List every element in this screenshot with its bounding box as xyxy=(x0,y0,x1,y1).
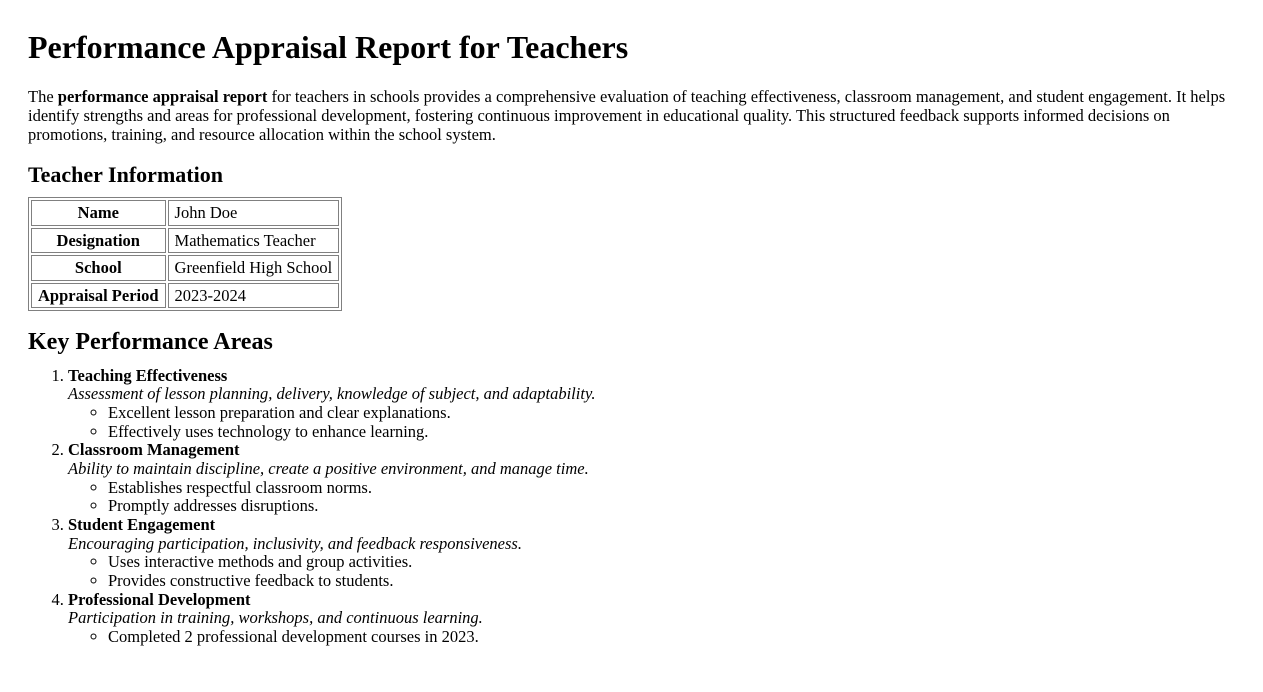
kpa-name: Student Engagement xyxy=(68,514,216,534)
list-item xyxy=(68,591,1235,647)
section-heading-key-performance-areas: Key Performance Areas xyxy=(28,329,273,356)
intro-rest: for teachers in schools provides a comprehensive evaluation of teaching effectiveness, classroom management, and student engagement. It helps identify strengths and areas for professional development, fostering continuous improvement in educational quality. This structured feedback supports informed decisions on promotions, training, and resource allocation within the school system. xyxy=(28,86,1226,145)
list-item: ◦ Uses interactive methods and group activities. xyxy=(108,553,1235,572)
list-item: ◦ Establishes respectful classroom norms. xyxy=(108,479,1235,498)
table-row-value: John Doe xyxy=(168,200,340,225)
kpa-points-list xyxy=(68,553,1235,590)
teacher-information-table-body xyxy=(31,200,339,308)
kpa-description: Encouraging participation, inclusivity, and feedback responsiveness. xyxy=(68,533,522,553)
intro-paragraph xyxy=(28,87,1235,144)
kpa-description: Assessment of lesson planning, delivery, knowledge of subject, and adaptability. xyxy=(68,384,596,404)
list-item xyxy=(68,367,1235,442)
teacher-information-table xyxy=(28,197,342,311)
kpa-points-list xyxy=(68,479,1235,516)
table-row-label: Name xyxy=(31,200,166,225)
list-item: ◦ Promptly addresses disruptions. xyxy=(108,497,1235,516)
page-title: Performance Appraisal Report for Teachers xyxy=(28,29,629,65)
list-item xyxy=(68,516,1235,591)
kpa-name: Teaching Effectiveness xyxy=(68,365,228,385)
list-item: ◦ Provides constructive feedback to students. xyxy=(108,572,1235,591)
table-row-value: 2023-2024 xyxy=(168,283,340,308)
list-item: ◦ Excellent lesson preparation and clear explanations. xyxy=(108,404,1235,423)
kpa-description: Ability to maintain discipline, create a positive environment, and manage time. xyxy=(68,459,589,479)
table-row xyxy=(31,228,339,253)
list-item xyxy=(68,441,1235,516)
kpa-points-list xyxy=(68,628,1235,647)
kpa-name: Classroom Management xyxy=(68,440,240,460)
table-row-value: Greenfield High School xyxy=(168,255,340,280)
table-row xyxy=(31,200,339,225)
kpa-points-list xyxy=(68,404,1235,441)
key-performance-areas-list xyxy=(28,367,1235,647)
intro-lead: The xyxy=(28,86,58,106)
table-row-label: Designation xyxy=(31,228,166,253)
table-row-label: Appraisal Period xyxy=(31,283,166,308)
kpa-name: Professional Development xyxy=(68,589,251,609)
list-item: ◦ Completed 2 professional development courses in 2023. xyxy=(108,628,1235,647)
intro-bold-term: performance appraisal report xyxy=(57,86,268,106)
kpa-description: Participation in training, workshops, and continuous learning. xyxy=(68,608,483,628)
table-row xyxy=(31,283,339,308)
table-row xyxy=(31,255,339,280)
section-heading-teacher-information: Teacher Information xyxy=(28,162,223,188)
list-item: ◦ Effectively uses technology to enhance learning. xyxy=(108,423,1235,442)
table-row-label: School xyxy=(31,255,166,280)
table-row-value: Mathematics Teacher xyxy=(168,228,340,253)
